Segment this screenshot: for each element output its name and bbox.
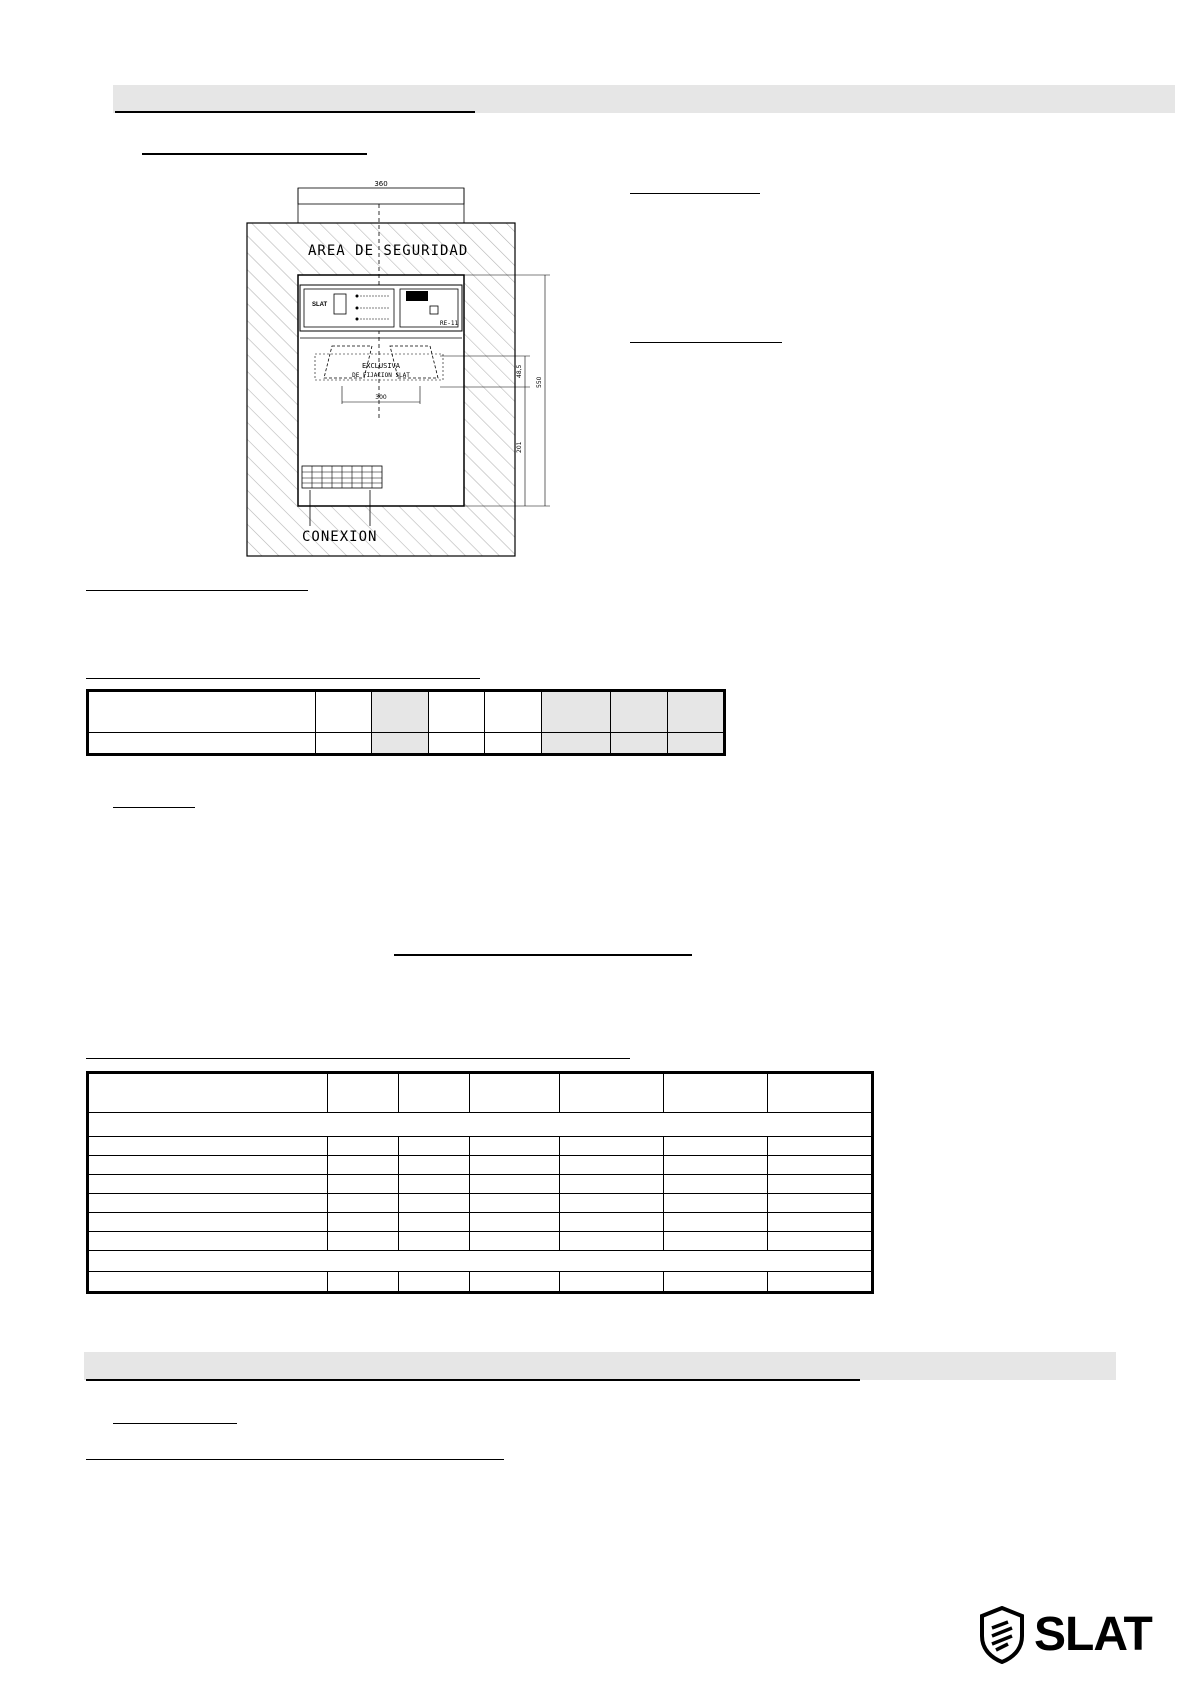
subheading-underline [86, 1459, 504, 1460]
drill-label-2: DE FIJACION SLAT [352, 372, 410, 379]
logo-text: SLAT [1034, 1608, 1152, 1661]
dim-right-lower: 201 [516, 441, 523, 453]
connection-label: CONEXION [302, 529, 378, 545]
spec-table-1 [86, 689, 726, 756]
side-heading-underline [630, 342, 782, 343]
section-header-underline [86, 1379, 860, 1381]
security-area-label: AREA DE SEGURIDAD [308, 243, 469, 259]
drill-label-1: EXCLUSIVA [362, 362, 400, 370]
section-header-band [113, 85, 1175, 113]
device-brand: SLAT [312, 302, 328, 308]
spec-table-2 [86, 1071, 874, 1294]
dim-inner: 300 [375, 394, 387, 401]
installation-diagram [240, 178, 560, 558]
centered-heading-underline [394, 954, 692, 956]
dim-right-total: 550 [536, 376, 543, 388]
table-title-underline [86, 678, 480, 679]
section-header-band [84, 1352, 1116, 1380]
dim-right-upper: 48,5 [516, 364, 523, 378]
side-heading-underline [630, 193, 760, 194]
connection-terminals [302, 466, 382, 488]
table-title-underline [86, 1058, 630, 1059]
subheading-underline [113, 1423, 237, 1424]
heading-underline [86, 590, 308, 591]
brand-logo [978, 1606, 1158, 1664]
shield-icon [978, 1606, 1026, 1664]
dim-top: 360 [374, 180, 388, 188]
section-header-underline [115, 111, 475, 113]
notes-underline [113, 807, 195, 808]
subsection-underline [142, 153, 367, 155]
device-model: RE-11 [440, 320, 459, 327]
